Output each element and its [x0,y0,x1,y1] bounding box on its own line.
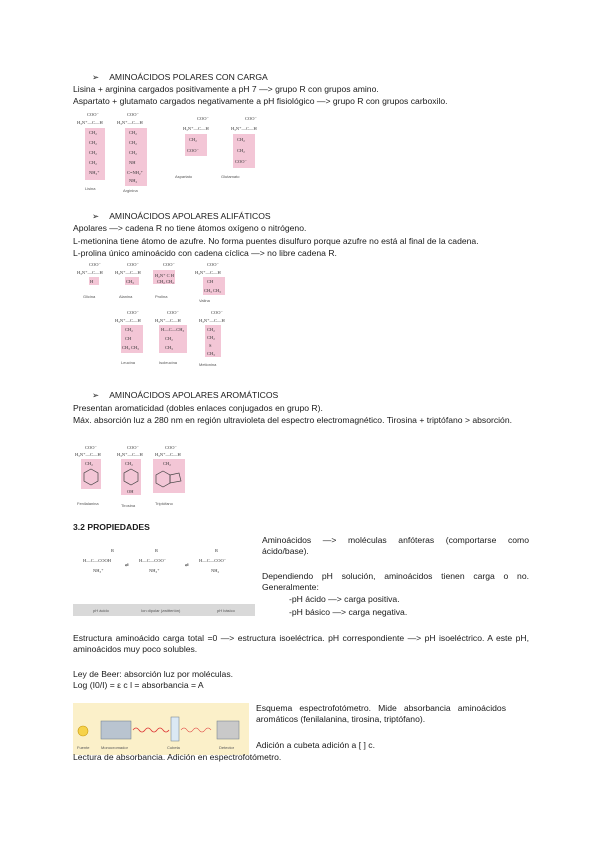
bullet-arrow: ➢ [92,211,100,221]
svg-text:CH₂: CH₂ [165,336,173,341]
svg-text:CH₂: CH₂ [125,461,133,466]
svg-text:COO⁻: COO⁻ [207,262,219,267]
svg-text:COO⁻: COO⁻ [211,310,223,315]
label-alanina: Alanina [119,294,133,299]
svg-text:R: R [111,548,115,553]
paragraph-isoelectrico: Estructura aminoácido carga total =0 —> estructura isoeléctrica. pH correspondiente —> pH isoeléctrico. A este pH, aminoácidos muy poco solubles. [73,633,529,654]
label-arginina: Arginina [123,188,138,193]
svg-text:NH₃⁺: NH₃⁺ [93,568,104,573]
svg-text:COO⁻: COO⁻ [165,445,177,450]
label-lisina: Lisina [85,186,96,191]
label-glutamato: Glutamato [221,174,240,179]
svg-text:COO⁻: COO⁻ [127,310,139,315]
svg-text:CH₂: CH₂ [89,130,97,135]
svg-text:COO⁻: COO⁻ [245,116,257,121]
svg-text:H₃N⁺—C—H: H₃N⁺—C—H [77,270,103,275]
svg-text:NH₂: NH₂ [129,178,138,183]
label-monocromador: Monocromador [101,745,128,750]
paragraph-line: L-metionina tiene átomo de azufre. No forma puentes disulfuro porque azufre no está al final de la cadena. [73,236,479,246]
paragraph-anfoteros: Aminoácidos —> moléculas anfóteras (comportarse como ácido/base). [262,535,529,556]
svg-text:CH₂: CH₂ [85,461,93,466]
svg-text:CH: CH [125,336,132,341]
label-tirosina: Tirosina [121,503,136,508]
svg-text:H: H [90,279,94,284]
svg-text:CH₂: CH₂ [129,130,137,135]
section-heading-aromaticos [92,390,278,401]
paragraph-espectrofotometro: Esquema espectrofotómetro. Mide absorbancia aminoácidos aromáticos (fenilalanina, tirosina, triptófano). [256,703,506,724]
label-detector: Detector [219,745,235,750]
svg-text:CH₂: CH₂ [237,148,245,153]
svg-text:H₃N⁺—C—H: H₃N⁺—C—H [199,318,225,323]
svg-text:H₂N⁺ C H: H₂N⁺ C H [155,273,174,278]
paragraph-line: L-prolina único aminoácido con cadena cíclica —> no libre cadena R. [73,248,337,258]
label-fuente: Fuente [77,745,90,750]
paragraph-lectura: Lectura de absorbancia. Adición en espectrofotómetro. [73,752,282,762]
svg-text:CH₂: CH₂ [129,150,137,155]
heading-text: AMINOÁCIDOS APOLARES AROMÁTICOS [109,390,279,400]
label-glicina: Glicina [83,294,96,299]
label-triptofano: Triptófano [155,501,173,506]
svg-text:NH₃⁺: NH₃⁺ [89,170,100,175]
svg-text:CH: CH [207,279,214,284]
figure-polar-charged-amino-acids [75,110,285,196]
svg-text:COO⁻: COO⁻ [87,112,99,117]
paragraph-line: Lisina + arginina cargados positivamente a pH 7 —> grupo R con grupos amino. [73,84,379,94]
paragraph-line: Apolares —> cadena R no tiene átomos oxígeno o nitrógeno. [73,223,307,233]
svg-text:H₃N⁺—C—H: H₃N⁺—C—H [155,452,181,457]
svg-text:COO⁻: COO⁻ [167,310,179,315]
svg-text:S: S [209,343,212,348]
svg-text:CH₃: CH₃ [126,279,134,284]
svg-text:COO⁻: COO⁻ [127,445,139,450]
list-item: -pH básico —> carga negativa. [289,607,408,617]
label-ph-acido: pH ácido [93,608,109,613]
svg-text:H₃N⁺—C—H: H₃N⁺—C—H [75,452,101,457]
label-metionina: Metionina [199,362,217,367]
svg-text:COO⁻: COO⁻ [85,445,97,450]
svg-text:R: R [155,548,159,553]
svg-text:NH₃⁺: NH₃⁺ [149,568,160,573]
svg-text:H—C—COO⁻: H—C—COO⁻ [199,558,227,563]
svg-text:⇌: ⇌ [185,562,189,567]
label-ph-basico: pH básico [217,608,235,613]
svg-text:H₃N⁺—C—H: H₃N⁺—C—H [231,126,257,131]
svg-text:H₃N⁺—C—H: H₃N⁺—C—H [115,318,141,323]
svg-text:COO⁻: COO⁻ [163,262,175,267]
svg-text:COO⁻: COO⁻ [187,148,199,153]
svg-text:COO⁻: COO⁻ [89,262,101,267]
list-item: -pH ácido —> carga positiva. [289,594,400,604]
svg-text:CH₂: CH₂ [89,140,97,145]
paragraph-adicion: Adición a cubeta adición a [ ] c. [256,740,375,750]
svg-text:C=NH₂⁺: C=NH₂⁺ [127,170,143,175]
label-leucina: Leucina [121,360,136,365]
label-fenilalanina: Fenilalanina [77,501,99,506]
svg-text:CH₂: CH₂ [207,327,215,332]
paragraph-carga-ph: Dependiendo pH solución, aminoácidos tienen carga o no. Generalmente: [262,571,529,592]
svg-text:⇌: ⇌ [125,562,129,567]
svg-text:CH₂: CH₂ [189,137,197,142]
section-heading-polares [92,72,268,83]
svg-text:COO⁻: COO⁻ [197,116,209,121]
svg-text:H—C—COOH: H—C—COOH [83,558,112,563]
section-heading-alifaticos [92,211,271,222]
svg-text:COO⁻: COO⁻ [127,262,139,267]
label-valina: Valina [199,298,210,303]
svg-text:H₃N⁺—C—H: H₃N⁺—C—H [195,270,221,275]
svg-text:CH₃ CH₃: CH₃ CH₃ [122,345,139,350]
label-cubeta: Cubeta [167,745,180,750]
svg-text:H₃N⁺—C—H: H₃N⁺—C—H [77,120,103,125]
svg-text:CH₃: CH₃ [207,351,215,356]
section-title-propiedades: 3.2 PROPIEDADES [73,522,150,532]
svg-text:CH₂ CH₂: CH₂ CH₂ [157,279,174,284]
heading-text: AMINOÁCIDOS POLARES CON CARGA [109,72,268,82]
figure-aliphatic-amino-acids [75,260,240,370]
paragraph-line: Presentan aromaticidad (dobles enlaces conjugados en grupo R). [73,403,323,413]
svg-text:CH₂: CH₂ [89,160,97,165]
bullet-arrow: ➢ [92,72,100,82]
svg-text:CH₂: CH₂ [237,137,245,142]
svg-text:R: R [215,548,219,553]
svg-text:CH₂: CH₂ [129,140,137,145]
svg-text:CH₂: CH₂ [125,327,133,332]
svg-text:COO⁻: COO⁻ [127,112,139,117]
svg-text:CH₃: CH₃ [165,345,173,350]
svg-text:CH₂: CH₂ [163,461,171,466]
svg-text:COO⁻: COO⁻ [235,159,247,164]
label-aspartato: Aspartato [175,174,193,179]
figure-charge-vs-ph [73,540,255,618]
svg-text:NH: NH [129,160,136,165]
svg-text:H₃N⁺—C—H: H₃N⁺—C—H [155,318,181,323]
svg-text:H—C—COO⁻: H—C—COO⁻ [139,558,167,563]
svg-text:CH₂: CH₂ [207,335,215,340]
paragraph-line: Aspartato + glutamato cargados negativamente a pH fisiológico —> grupo R con grupos carboxilo. [73,96,448,106]
svg-text:H₃N⁺—C—H: H₃N⁺—C—H [117,120,143,125]
svg-text:H—C—CH₃: H—C—CH₃ [161,327,185,332]
figure-spectrophotometer [73,703,249,755]
figure-aromatic-amino-acids [75,443,195,511]
svg-text:CH₂: CH₂ [89,150,97,155]
heading-text: AMINOÁCIDOS APOLARES ALIFÁTICOS [109,211,271,221]
svg-text:OH: OH [127,489,134,494]
svg-text:CH₃ CH₃: CH₃ CH₃ [204,288,221,293]
svg-text:H₃N⁺—C—H: H₃N⁺—C—H [117,452,143,457]
bullet-arrow: ➢ [92,390,100,400]
label-zwitterion: Ion dipolar (zwitterión) [141,608,181,613]
svg-text:NH₂: NH₂ [211,568,220,573]
label-prolina: Prolina [155,294,168,299]
paragraph-line: Máx. absorción luz a 280 nm en región ultravioleta del espectro electromagnético. Tirosina + triptófano > absorción. [73,415,513,425]
paragraph-formula: Log (I0/I) = ε c l = absorbancia = A [73,680,204,690]
svg-text:H₃N⁺—C—H: H₃N⁺—C—H [183,126,209,131]
svg-text:H₃N⁺—C—H: H₃N⁺—C—H [115,270,141,275]
label-isoleucina: Isoleucina [159,360,178,365]
paragraph-ley-beer: Ley de Beer: absorción luz por moléculas. [73,669,234,679]
